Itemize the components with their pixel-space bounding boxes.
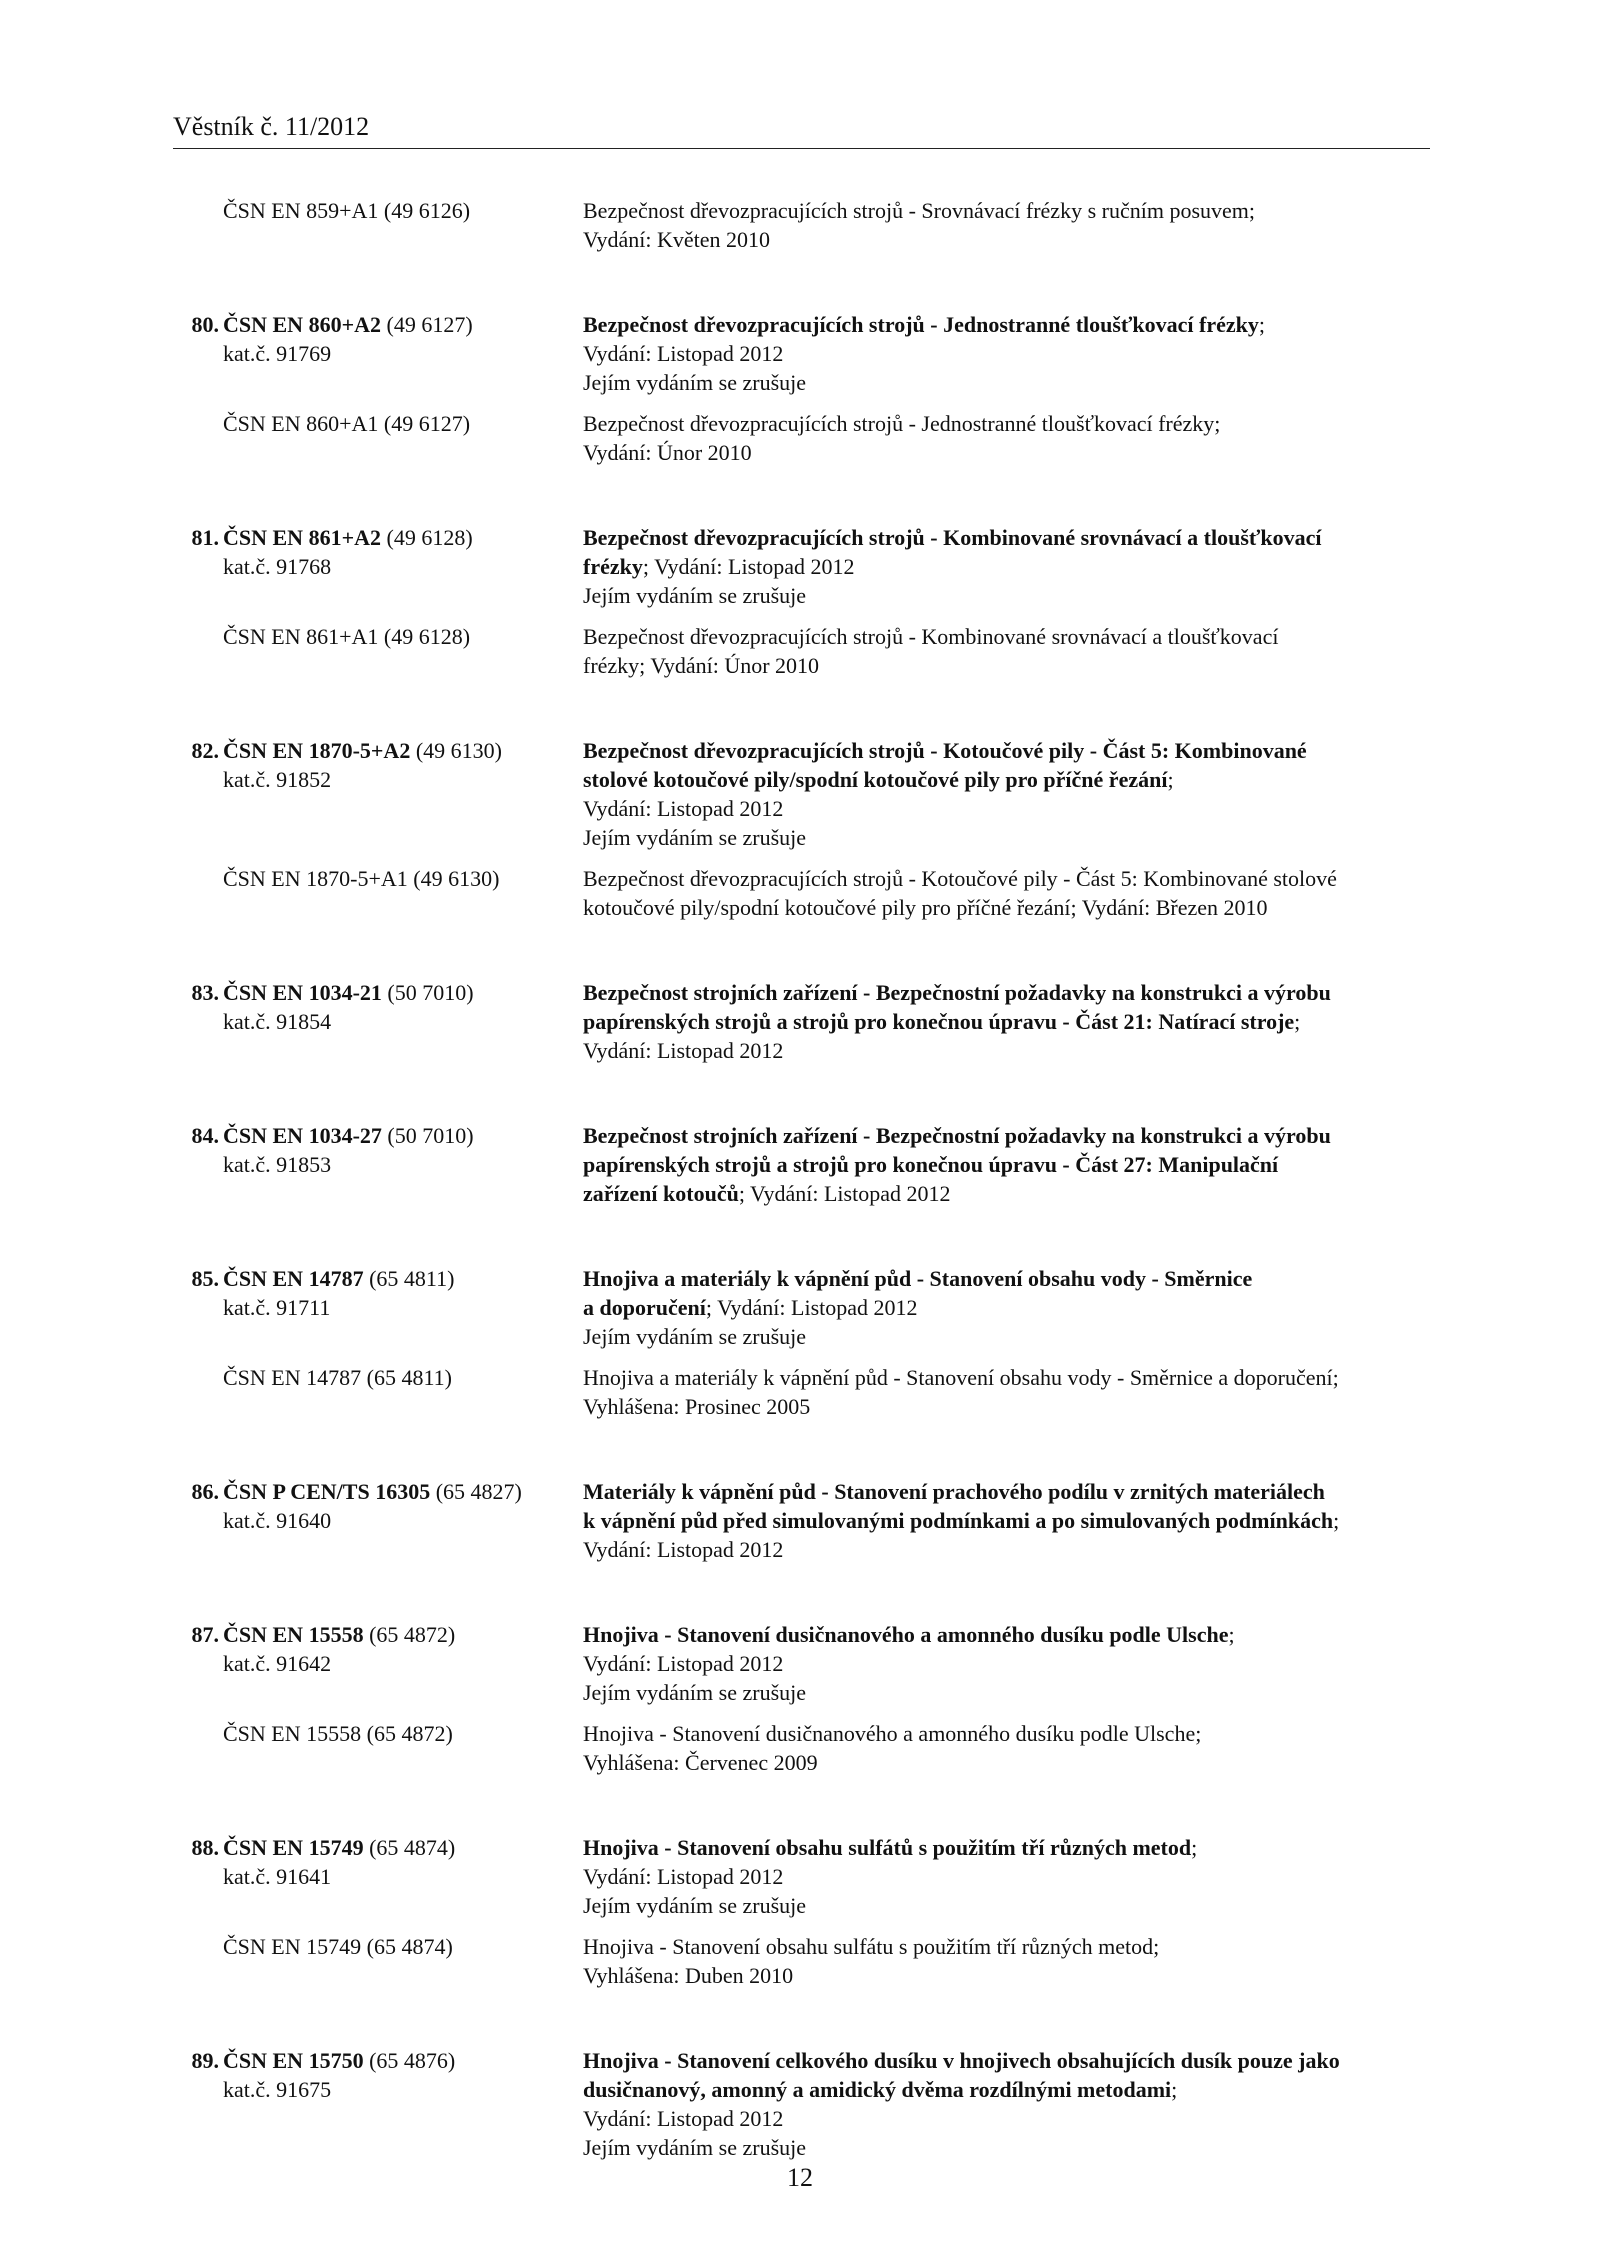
new-standard: [173, 1264, 1430, 1351]
title-line: [583, 1150, 1430, 1179]
title-text: Jejím vydáním se zrušuje: [583, 1893, 807, 1918]
standard-code: ČSN EN 1870-5+A2: [223, 738, 411, 763]
title-line: [583, 2046, 1430, 2075]
title-bold-text: Materiály k vápnění půd - Stanovení prachového podílu v zrnitých materiálech: [583, 1479, 1325, 1504]
classification-number: (65 4874): [363, 1835, 456, 1860]
replaced-code: ČSN EN 861+A1 (49 6128): [223, 624, 471, 649]
title-line: [583, 1264, 1430, 1293]
title-line: [583, 368, 1430, 397]
replaced-title-line: Vydání: Únor 2010: [583, 440, 752, 465]
replaced-code: ČSN EN 860+A1 (49 6127): [223, 411, 471, 436]
standard-code: ČSN EN 1034-27: [223, 1123, 382, 1148]
catalog-number: kat.č. 91769: [223, 341, 332, 366]
title-bold-text: Bezpečnost dřevozpracujících strojů - Kombinované srovnávací a tloušťkovací: [583, 525, 1322, 550]
standard-code: ČSN EN 15749: [223, 1835, 364, 1860]
replaced-title-line: Hnojiva a materiály k vápnění půd - Stanovení obsahu vody - Směrnice a doporučení;: [583, 1365, 1339, 1390]
new-standard: [173, 1620, 1430, 1707]
title-line: [583, 2104, 1430, 2133]
title-text: ; Vydání: Listopad 2012: [738, 1181, 951, 1206]
catalog-number: kat.č. 91675: [223, 2077, 332, 2102]
title-line: [583, 1649, 1430, 1678]
replaced-standard: [173, 864, 1430, 922]
standard-entry: [173, 1833, 1430, 1990]
classification-number: (65 4811): [363, 1266, 455, 1291]
title-line: [583, 581, 1430, 610]
title-text: Vydání: Listopad 2012: [583, 1038, 784, 1063]
standard-identification: [173, 1121, 583, 1208]
title-line: [583, 736, 1430, 765]
replaced-title: [583, 622, 1430, 680]
catalog-number: kat.č. 91640: [223, 1508, 332, 1533]
title-line: [583, 1535, 1430, 1564]
replaced-title: [583, 409, 1430, 467]
standard-identification: [173, 978, 583, 1065]
replaced-title-line: Bezpečnost dřevozpracujících strojů - Jednostranné tloušťkovací frézky;: [583, 411, 1221, 436]
new-standard: [173, 1833, 1430, 1920]
new-standard: [173, 736, 1430, 852]
title-line: [583, 2075, 1430, 2104]
replaced-title-line: Vyhlášena: Prosinec 2005: [583, 1394, 811, 1419]
title-text: Jejím vydáním se zrušuje: [583, 1680, 807, 1705]
title-text: Vydání: Listopad 2012: [583, 796, 784, 821]
title-bold-text: stolové kotoučové pily/spodní kotoučové pily pro příčné řezání: [583, 767, 1168, 792]
replaced-code: ČSN EN 15749 (65 4874): [223, 1934, 453, 1959]
title-bold-text: papírenských strojů a strojů pro konečnou úpravu - Část 27: Manipulační: [583, 1152, 1279, 1177]
title-bold-text: Bezpečnost strojních zařízení - Bezpečnostní požadavky na konstrukci a výrobu: [583, 980, 1331, 1005]
standard-title: [583, 1620, 1430, 1707]
title-line: [583, 1891, 1430, 1920]
standard-entry: [173, 736, 1430, 922]
new-standard: [173, 1477, 1430, 1564]
new-standard: [173, 523, 1430, 610]
standard-title: [583, 2046, 1430, 2162]
title-bold-text: Hnojiva - Stanovení obsahu sulfátů s použitím tří různých metod: [583, 1835, 1192, 1860]
replaced-code: ČSN EN 859+A1 (49 6126): [223, 198, 471, 223]
standard-title: [583, 1477, 1430, 1564]
lead-entry: [173, 196, 1430, 254]
replaced-title: [583, 1932, 1430, 1990]
title-line: [583, 2133, 1430, 2162]
title-text: Vydání: Listopad 2012: [583, 341, 784, 366]
standard-identification: [173, 1264, 583, 1351]
title-line: [583, 1506, 1430, 1535]
title-text: Jejím vydáním se zrušuje: [583, 370, 807, 395]
classification-number: (49 6127): [381, 312, 473, 337]
classification-number: (49 6128): [381, 525, 473, 550]
standard-entry: [173, 2046, 1430, 2162]
entry-number: 83.: [191, 980, 219, 1005]
title-line: [583, 523, 1430, 552]
catalog-number: kat.č. 91854: [223, 1009, 332, 1034]
title-line: [583, 1833, 1430, 1862]
title-line: [583, 310, 1430, 339]
title-text: Vydání: Listopad 2012: [583, 1537, 784, 1562]
entry-number: 84.: [191, 1123, 219, 1148]
replaced-standard: [173, 622, 1430, 680]
replaced-standard: [173, 409, 1430, 467]
classification-number: (65 4827): [430, 1479, 522, 1504]
standard-entry: [173, 978, 1430, 1065]
standard-code: ČSN EN 15750: [223, 2048, 364, 2073]
title-bold-text: Bezpečnost dřevozpracujících strojů - Jednostranné tloušťkovací frézky: [583, 312, 1259, 337]
standard-entry: [173, 523, 1430, 680]
title-line: [583, 1322, 1430, 1351]
title-text: ;: [1333, 1508, 1340, 1533]
catalog-number: kat.č. 91711: [223, 1295, 331, 1320]
catalog-number: kat.č. 91642: [223, 1651, 332, 1676]
standard-title: [583, 523, 1430, 610]
standard-title: [583, 736, 1430, 852]
title-line: [583, 1620, 1430, 1649]
title-text: ; Vydání: Listopad 2012: [642, 554, 855, 579]
replaced-standard: [173, 196, 1430, 254]
standard-title: [583, 978, 1430, 1065]
title-line: [583, 1036, 1430, 1065]
replaced-standard: [173, 1363, 1430, 1421]
standard-title: [583, 1121, 1430, 1208]
replaced-title-line: Bezpečnost dřevozpracujících strojů - Kotoučové pily - Část 5: Kombinované stolové: [583, 866, 1337, 891]
title-line: [583, 1007, 1430, 1036]
standard-code: ČSN EN 1034-21: [223, 980, 382, 1005]
title-text: ;: [1228, 1622, 1235, 1647]
title-bold-text: frézky: [583, 554, 643, 579]
entry-number: 87.: [191, 1622, 219, 1647]
title-text: Jejím vydáním se zrušuje: [583, 2135, 807, 2160]
standard-entry: [173, 1477, 1430, 1564]
replaced-title-line: Vyhlášena: Duben 2010: [583, 1963, 794, 1988]
new-standard: [173, 2046, 1430, 2162]
replaced-standard: [173, 1932, 1430, 1990]
entry-number: 80.: [191, 312, 219, 337]
standard-code: ČSN P CEN/TS 16305: [223, 1479, 431, 1504]
title-bold-text: Hnojiva - Stanovení dusičnanového a amonného dusíku podle Ulsche: [583, 1622, 1229, 1647]
title-line: [583, 1477, 1430, 1506]
new-standard: [173, 310, 1430, 397]
title-text: Jejím vydáním se zrušuje: [583, 583, 807, 608]
title-bold-text: dusičnanový, amonný a amidický dvěma rozdílnými metodami: [583, 2077, 1172, 2102]
title-text: Jejím vydáním se zrušuje: [583, 1324, 807, 1349]
title-line: [583, 1678, 1430, 1707]
title-bold-text: zařízení kotoučů: [583, 1181, 739, 1206]
title-text: Jejím vydáním se zrušuje: [583, 825, 807, 850]
standard-code: ČSN EN 14787: [223, 1266, 364, 1291]
replaced-title-line: Bezpečnost dřevozpracujících strojů - Kombinované srovnávací a tloušťkovací: [583, 624, 1279, 649]
title-line: [583, 1293, 1430, 1322]
standards-list: [173, 196, 1430, 2218]
title-bold-text: Hnojiva a materiály k vápnění půd - Stanovení obsahu vody - Směrnice: [583, 1266, 1253, 1291]
replaced-code: ČSN EN 15558 (65 4872): [223, 1721, 453, 1746]
entry-number: 81.: [191, 525, 219, 550]
page-header: [173, 112, 1430, 149]
standard-code: ČSN EN 15558: [223, 1622, 364, 1647]
title-bold-text: a doporučení: [583, 1295, 706, 1320]
title-line: [583, 1179, 1430, 1208]
replaced-code: ČSN EN 1870-5+A1 (49 6130): [223, 866, 500, 891]
replaced-title-line: frézky; Vydání: Únor 2010: [583, 653, 820, 678]
title-text: Vydání: Listopad 2012: [583, 1864, 784, 1889]
new-standard: [173, 1121, 1430, 1208]
title-bold-text: Bezpečnost dřevozpracujících strojů - Kotoučové pily - Část 5: Kombinované: [583, 738, 1307, 763]
replaced-title-line: Vyhlášena: Červenec 2009: [583, 1750, 818, 1775]
title-bold-text: papírenských strojů a strojů pro konečnou úpravu - Část 21: Natírací stroje: [583, 1009, 1295, 1034]
title-text: ; Vydání: Listopad 2012: [705, 1295, 918, 1320]
standard-identification: [173, 1833, 583, 1920]
standard-identification: [173, 736, 583, 852]
classification-number: (50 7010): [381, 1123, 474, 1148]
replaced-title-line: kotoučové pily/spodní kotoučové pily pro příčné řezání; Vydání: Březen 2010: [583, 895, 1268, 920]
bulletin-title: Věstník č. 11/2012: [173, 112, 370, 141]
standard-code: ČSN EN 861+A2: [223, 525, 381, 550]
replaced-title: [583, 864, 1430, 922]
classification-number: (65 4872): [363, 1622, 456, 1647]
title-line: [583, 765, 1430, 794]
replaced-code: ČSN EN 14787 (65 4811): [223, 1365, 452, 1390]
title-line: [583, 552, 1430, 581]
new-standard: [173, 978, 1430, 1065]
catalog-number: kat.č. 91641: [223, 1864, 332, 1889]
page-number: 12: [787, 2163, 813, 2192]
catalog-number: kat.č. 91852: [223, 767, 332, 792]
replaced-title: [583, 1363, 1430, 1421]
title-bold-text: Hnojiva - Stanovení celkového dusíku v hnojivech obsahujících dusík pouze jako: [583, 2048, 1340, 2073]
standard-title: [583, 1264, 1430, 1351]
entries-container: [173, 310, 1430, 2162]
title-line: [583, 1862, 1430, 1891]
title-text: Vydání: Listopad 2012: [583, 1651, 784, 1676]
standard-identification: [173, 1477, 583, 1564]
catalog-number: kat.č. 91768: [223, 554, 332, 579]
classification-number: (49 6130): [410, 738, 502, 763]
replaced-title-line: Bezpečnost dřevozpracujících strojů - Srovnávací frézky s ručním posuvem;: [583, 198, 1255, 223]
standard-entry: [173, 1264, 1430, 1421]
title-text: ;: [1191, 1835, 1198, 1860]
title-text: ;: [1167, 767, 1174, 792]
title-line: [583, 823, 1430, 852]
replaced-title: [583, 1719, 1430, 1777]
replaced-title: [583, 196, 1430, 254]
standard-entry: [173, 1620, 1430, 1777]
standard-title: [583, 310, 1430, 397]
title-bold-text: k vápnění půd před simulovanými podmínkami a po simulovaných podmínkách: [583, 1508, 1334, 1533]
title-text: ;: [1294, 1009, 1301, 1034]
entry-number: 85.: [191, 1266, 219, 1291]
standard-identification: [173, 2046, 583, 2162]
title-text: ;: [1171, 2077, 1178, 2102]
standard-code: ČSN EN 860+A2: [223, 312, 381, 337]
entry-number: 82.: [191, 738, 219, 763]
standard-title: [583, 1833, 1430, 1920]
title-line: [583, 978, 1430, 1007]
classification-number: (50 7010): [381, 980, 474, 1005]
standard-entry: [173, 1121, 1430, 1208]
title-line: [583, 339, 1430, 368]
entry-number: 89.: [191, 2048, 219, 2073]
replaced-standard: [173, 1719, 1430, 1777]
catalog-number: kat.č. 91853: [223, 1152, 332, 1177]
title-text: ;: [1258, 312, 1265, 337]
replaced-title-line: Hnojiva - Stanovení obsahu sulfátu s použitím tří různých metod;: [583, 1934, 1160, 1959]
standard-identification: [173, 523, 583, 610]
title-line: [583, 1121, 1430, 1150]
standard-entry: [173, 310, 1430, 467]
title-text: Vydání: Listopad 2012: [583, 2106, 784, 2131]
standard-identification: [173, 310, 583, 397]
title-line: [583, 794, 1430, 823]
entry-number: 88.: [191, 1835, 219, 1860]
standard-identification: [173, 1620, 583, 1707]
title-bold-text: Bezpečnost strojních zařízení - Bezpečnostní požadavky na konstrukci a výrobu: [583, 1123, 1331, 1148]
replaced-title-line: Hnojiva - Stanovení dusičnanového a amonného dusíku podle Ulsche;: [583, 1721, 1202, 1746]
entry-number: 86.: [191, 1479, 219, 1504]
classification-number: (65 4876): [363, 2048, 456, 2073]
replaced-title-line: Vydání: Květen 2010: [583, 227, 770, 252]
